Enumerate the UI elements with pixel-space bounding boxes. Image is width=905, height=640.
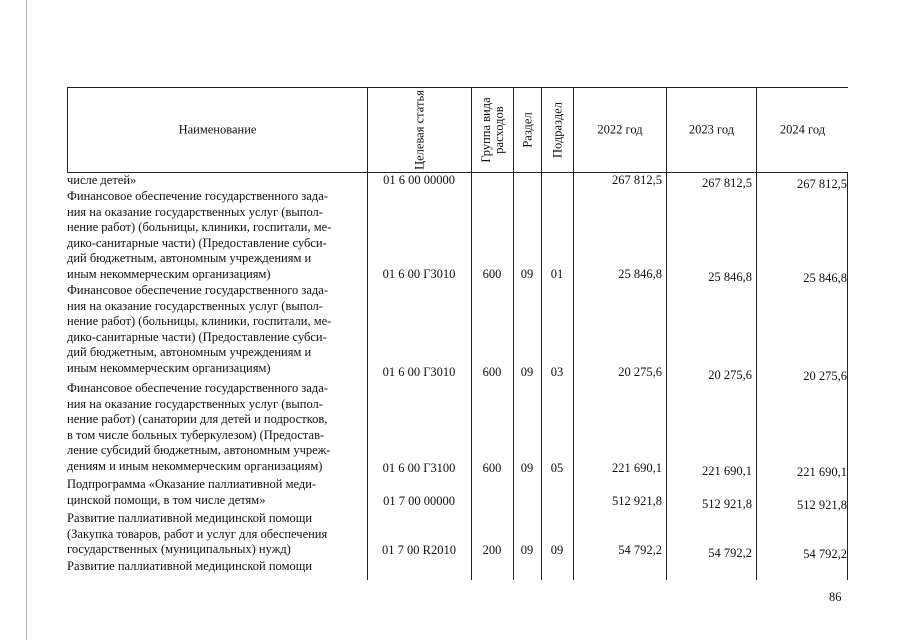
table-row-2022: 25 846,8 xyxy=(618,267,662,281)
table-row-2022: 267 812,5 xyxy=(612,173,662,187)
table-row-2023: 512 921,8 xyxy=(702,497,752,511)
table-row-group: 600 xyxy=(482,267,502,281)
header-subsection: Подраздел xyxy=(541,87,573,173)
table-row-target: 01 7 00 00000 xyxy=(383,494,455,508)
header-2022: 2022 год xyxy=(573,87,666,173)
page-number: 86 xyxy=(829,590,842,604)
table-row-2022: 20 275,6 xyxy=(618,365,662,379)
table-row-target: 01 6 00 Г3100 xyxy=(382,461,456,475)
table-row-subsection: 09 xyxy=(550,543,564,557)
header-group: Группа вида расходов xyxy=(471,87,513,173)
header-section: Раздел xyxy=(513,87,541,173)
table-row-name: Финансовое обеспечение государственного зада- ния на оказание государственных услуг (выпол- нение работ) (больницы, клиники, госпитали, ме- дико-санитарные части) (Предоставление субси- дий бюджетным, автономным учреждениям и иным некоммерческим организациям) xyxy=(67,189,332,281)
table-row-group: 600 xyxy=(482,365,502,379)
table-row-2023: 20 275,6 xyxy=(708,368,752,382)
table-row-group: 200 xyxy=(482,543,502,557)
table-row-target: 01 7 00 R2010 xyxy=(382,543,456,557)
table-row-2024: 267 812,5 xyxy=(797,177,847,191)
table-row-2022: 54 792,2 xyxy=(618,543,662,557)
table-row-2024: 512 921,8 xyxy=(797,498,847,512)
table-row-2023: 25 846,8 xyxy=(708,270,752,284)
table-row-name: числе детей» xyxy=(67,173,137,187)
header-name: Наименование xyxy=(67,87,367,173)
table-row-group: 600 xyxy=(482,461,502,475)
table-row-2022: 512 921,8 xyxy=(612,494,662,508)
table-row-section: 09 xyxy=(520,365,534,379)
table-row-target: 01 6 00 Г3010 xyxy=(382,267,456,281)
table-row-2024: 20 275,6 xyxy=(803,369,847,383)
table-row-target: 01 6 00 Г3010 xyxy=(382,365,456,379)
table-row-target: 01 6 00 00000 xyxy=(383,173,455,187)
table-row-name: Подпрограмма «Оказание паллиативной меди- цинской помощи, в том числе детям» xyxy=(67,477,317,507)
table-row-2024: 54 792,2 xyxy=(803,547,847,561)
table-row-2022: 221 690,1 xyxy=(612,461,662,475)
table-row-name: Развитие паллиативной медицинской помощи xyxy=(67,559,313,573)
col-divider xyxy=(847,173,848,580)
table-row-name: Финансовое обеспечение государственного зада- ния на оказание государственных услуг (выпол- нение работ) (больницы, клиники, госпитали, ме- дико-санитарные части) (Предоставление субси- дий бюджетным, автономным учреждениям и иным некоммерческим организациям) xyxy=(67,283,332,375)
table-row-subsection: 05 xyxy=(550,461,564,475)
table-row-section: 09 xyxy=(520,543,534,557)
table-row-subsection: 01 xyxy=(550,267,564,281)
table-row-2023: 267 812,5 xyxy=(702,176,752,190)
table-row-2024: 25 846,8 xyxy=(803,271,847,285)
table-row-section: 09 xyxy=(520,267,534,281)
table-row-2023: 54 792,2 xyxy=(708,546,752,560)
header-2024: 2024 год xyxy=(756,87,848,173)
table-row-2023: 221 690,1 xyxy=(702,464,752,478)
table-row-name: Финансовое обеспечение государственного зада- ния на оказание государственных услуг (выпол- нение работ) (санатории для детей и подростков, в том числе больных туберкулезом) (Предостав- ление субсидий бюджетным, автономным учреж- дениям и иным некоммерческим организациям) xyxy=(67,381,331,473)
header-2023: 2023 год xyxy=(666,87,756,173)
table-row-section: 09 xyxy=(520,461,534,475)
header-target: Целевая статья xyxy=(367,87,471,173)
table-row-subsection: 03 xyxy=(550,365,564,379)
table-row-name: Развитие паллиативной медицинской помощи (Закупка товаров, работ и услуг для обеспечения государственных (муниципальных) нужд) xyxy=(67,511,328,557)
page-edge-line xyxy=(26,0,27,640)
table-row-2024: 221 690,1 xyxy=(797,465,847,479)
